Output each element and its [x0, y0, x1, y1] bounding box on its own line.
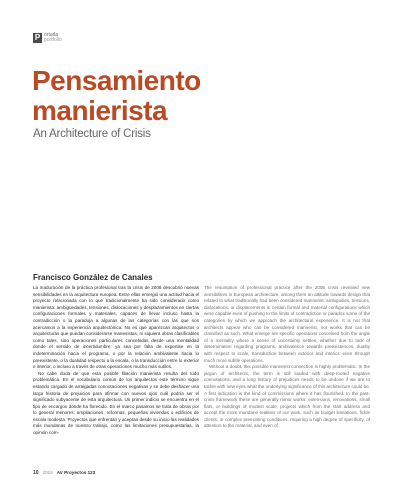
- magazine-name: AV Proyectos 123: [56, 470, 96, 475]
- body-column-spanish: [33, 285, 199, 437]
- article-title: [32, 66, 201, 126]
- section-words: [44, 33, 62, 43]
- title-line-2: manierista: [32, 95, 168, 126]
- body-column-english: [204, 285, 370, 430]
- page-footer: [33, 470, 95, 476]
- title-line-1: Pensamiento: [32, 65, 201, 96]
- article-subtitle: An Architecture of Crisis: [33, 128, 151, 140]
- article-author: Francisco González de Canales: [33, 273, 153, 282]
- section-tag: [33, 33, 62, 43]
- section-label-es: ortada: [44, 32, 59, 38]
- paragraph-es-1: La maduración de la práctica profesional tras la crisis de 2008 descubrió nuevas sensibilidades en la arquitectura europea. Entre ellas emergió una actitud hacia el proyecto relacionada con lo que tradicionalmente ha sido considerado como manierista: ambigüedades, tensiones, dislocaciones y desplazamientos en ciertas configuraciones formales y materiales, capaces de llevar incluso hasta la contradicción o la paradoja a algunas de las categorías con las que nos acercamos a la experiencia arquitectónica. No es que aparezcan arquitectos o arquitecturas que puedan considerarse manieristas, ni siquiera obras clasificables como tales, sino operaciones particulares concebidas desde una mentalidad donde el sentido de incertidumbre: ya sea por falta de expertise en la indeterminación hacia el programa, o por la relación ambivalente hacia lo preexistente, o la dualidad respecto a la escala, o la transducción entre lo exterior e interior, o incluso a través de otras operaciones mucho más sutiles.: [33, 285, 199, 370]
- paragraph-es-2: No cabe duda de que esta posible filiación manierista resulta del todo problemática. En el vocabulario común de los arquitectos este término sigue estando cargado de arraigadas connotaciones negativas y se debe deshacer una larga historia de prejuicios para afirmar con nuevos ojos cuál podría ser el significado subyacente de esta arquitectura. Un primer indicio se encuentra en el tipo de encargos donde ha florecido. En el marco pasamos se trata de obras por lo general menores: ampliaciones, reformas, pequeñas viviendas o edificios de escala modesta. Proyectos que enfrentan y aceptan desde su inicio las realidades más mundanas de nuestro trabajo, como las limitaciones presupuestarias, la opinión com-: [33, 370, 199, 436]
- section-label-en: portfolio: [44, 37, 62, 43]
- page-number: 10: [33, 470, 39, 476]
- footer-year: 2024: [42, 470, 53, 475]
- paragraph-en-2: Without a doubt, this possible mannerist connection is highly problematic. In the jargon of architects, the term is still loaded with deep-rooted negative connotations, and a long history of prejudices needs to be undone if we are to tackle with new eyes what the underlying significance of this architecture could be. A first indication is the kind of commissions where it has flourished. In the past-crisis framework these are generally minor works: extensions, renovations, small flats, or buildings of modest scale; projects which from the start address and accept the more mundane realities of our work, such as budget limitations, fickle clients, or complex preexisting conditions, requiring a high degree of specificity, of attention to the material, and even of: [204, 364, 370, 429]
- section-letter: P: [34, 33, 41, 42]
- paragraph-en-1: The resumption of professional practice after the 2008 crisis revealed new sensibilities in European architecture, among them an attitude towards design that related to what traditionally had been considered mannerist: ambiguities, tensions, dislocations, or displacements in certain formal and material configurations which were capable even of pushing to the limits of contradiction or paradox some of the categories by which we approach the architectural experience. It is not that architects appear who can be considered mannerist, nor works that can be classified as such. What emerge are specific operations conceived from the angle of a mentality where a sense of uncertainty settles, whether due to lack of determination regarding programs, ambivalence towards preexistences, duality with respect to scale, transduction between exterior and interior, even through much more subtle operations.: [204, 285, 370, 363]
